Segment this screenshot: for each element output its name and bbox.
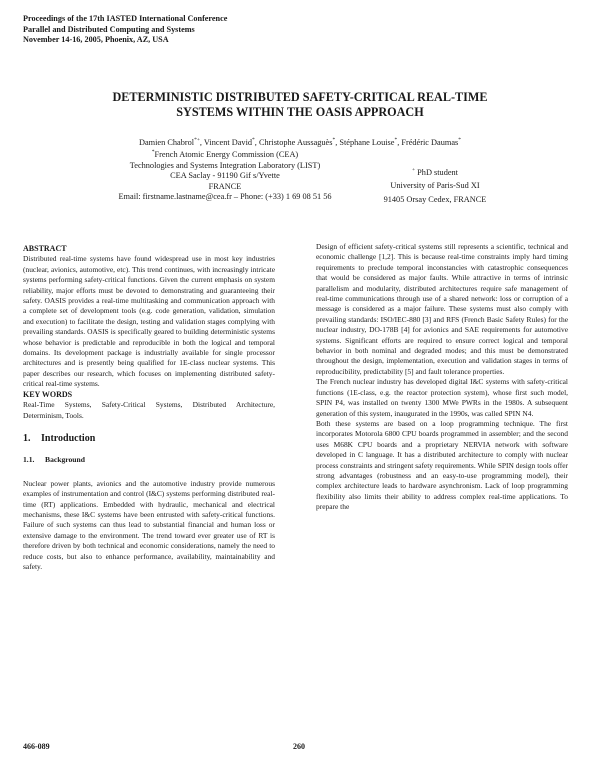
subsection-title: Background: [45, 455, 85, 465]
conference-line: Parallel and Distributed Computing and Systems: [23, 24, 195, 34]
author-name: , Stéphane Louise: [335, 138, 395, 147]
affiliation-mark: *: [151, 149, 155, 156]
author-mark: *: [332, 137, 336, 144]
affiliation-university: [360, 166, 510, 206]
affiliation-address: CEA Saclay - 91190 Gif s/Yvette: [170, 171, 280, 181]
affiliation-lab: Technologies and Systems Integration Laboratory (LIST): [129, 160, 321, 170]
paragraph: The French nuclear industry has developed digital I&C systems with safety-critical functions (1E-class, e.g. the reactor protection system), whose first such model, SPIN P4, was installed on twenty 1300 MWe PWRs in the 1980s. A subsequent generation of this system, inaugurated in the 1990s, was called SPIN N4.: [316, 377, 568, 418]
abstract-heading: ABSTRACT: [23, 244, 67, 253]
affiliation-university-name: University of Paris-Sud XI: [390, 181, 480, 191]
paper-title: [40, 90, 560, 120]
affiliation-country: FRANCE: [208, 181, 242, 191]
conference-header: [23, 14, 227, 46]
affiliation-org: *French Atomic Energy Commission (CEA): [151, 149, 299, 159]
left-column: [23, 244, 275, 572]
keywords-heading: KEY WORDS: [23, 389, 73, 399]
paragraph: Both these systems are based on a loop programming technique. The first incorporates Motorola 6800 CPU boards programmed in assembler; and the second uses M68K CPU boards and a proprietary NERVIA network with software developed in C language. It has a distributed architecture to comply with nuclear process constraints and stringent safety requirements. While SPIN design tools offer strong advantages (robustness and an easy-to-use programming model), their complex architecture leads to hardware asynchronism. Lack of loop programming flexibility also limits their ability to address complex real-time applications. To prepare the: [316, 418, 568, 512]
section-heading: [23, 434, 275, 444]
paper-id: 466-089: [23, 742, 50, 751]
abstract-text: Distributed real-time systems have found widespread use in most key industries (nuclear, avionics, automotive, etc). This trend continues, with increasingly intricate systems performing safety-critical functions. Given the current emphasis on system reliability, major efforts must be devoted to demonstrating and guaranteeing their safety. OASIS provides a real-time multitasking and communication approach with a complete set of development tools (e.g. code generation, validation, simulation and execution) to facilitate the design, testing and validation stages complying with prevailing standards. OASIS is specifically geared to building deterministic systems whose behavior is predictable and reproducible in both the logical and temporal domains. Its development package is industrially available for single processor architectures and is presently being qualified for 1E-class nuclear systems. This paper describes our research, which focuses on implementing distributed safety-critical real-time systems.: [23, 254, 275, 389]
title-line: SYSTEMS WITHIN THE OASIS APPROACH: [176, 105, 424, 119]
paragraph: Nuclear power plants, avionics and the automotive industry provide numerous examples of instrumentation and control (I&C) systems performing distributed real-time (RT) applications. Embedded with hydraulic, mechanical and electrical mechanisms, these I&C systems have been entrusted with safety-critical functions. Failure of such systems can thus lead to substantial financial and human loss or extensive damage to the environment. The trend toward ever greater use of RT is therefore driven by both technical and economic considerations, namely the need to reduce costs, but also to enhance performance, availability, maintainability and safety.: [23, 478, 275, 571]
author-mark: *+: [194, 137, 200, 144]
subsection-number: 1.1.: [23, 455, 35, 465]
section-title: Introduction: [41, 432, 96, 444]
affiliation-contact: Email: firstname.lastname@cea.fr – Phone: (+33) 1 69 08 51 56: [118, 192, 332, 202]
page-number: 260: [293, 742, 305, 751]
author-mark: *: [252, 137, 255, 144]
title-line: DETERMINISTIC DISTRIBUTED SAFETY-CRITICAL REAL-TIME: [112, 90, 488, 104]
author-mark: *: [458, 137, 461, 144]
right-column: [316, 242, 568, 513]
subsection-heading: [23, 455, 275, 465]
author-name: , Frédéric Daumas: [397, 138, 459, 147]
section-number: 1.: [23, 432, 31, 444]
conference-line: Proceedings of the 17th IASTED International Conference: [23, 14, 228, 23]
affiliation-mark: +: [412, 167, 416, 174]
affiliation-address: 91405 Orsay Cedex, FRANCE: [383, 194, 487, 204]
paragraph: Design of efficient safety-critical systems still represents a scientific, technical and economic challenge [1,2]. This is because real-time constraints imply hard timing requirements to preclude temporal inconstancies with catastrophic consequences that would be considered as major faults. While attractive in terms of intrinsic parallelism and modularity, distributed architectures require safe management of real-time communications through use of a shared network: loss or corruption of a message is considered as a major failure. These systems must also comply with prevailing standards: ISO/IEC-880 [3] and RFS (French Basic Safety Rules) for the nuclear industry, DO-178B [4] for avionics and SAE requirements for automotive systems. Significant efforts are required to ensure correct logical and temporal behavior in both nominal and degraded modes; and this must be demonstrated throughout the design, implementation, execution and validation stages in terms of reproducibility, predictability [5] and fault tolerance properties.: [316, 242, 568, 376]
author-mark: *: [394, 137, 398, 144]
author-name: , Christophe Aussaguès: [254, 138, 333, 147]
author-list: [20, 138, 580, 149]
affiliation-role: + PhD student: [412, 167, 458, 177]
author-name: Damien Chabrol: [138, 138, 195, 147]
conference-line: November 14-16, 2005, Phoenix, AZ, USA: [23, 35, 169, 44]
author-name: , Vincent David: [199, 138, 253, 147]
keywords-text: Real-Time Systems, Safety-Critical Systems, Distributed Architecture, Determinism, Tools.: [23, 400, 275, 420]
affiliation-cea: [60, 150, 390, 203]
